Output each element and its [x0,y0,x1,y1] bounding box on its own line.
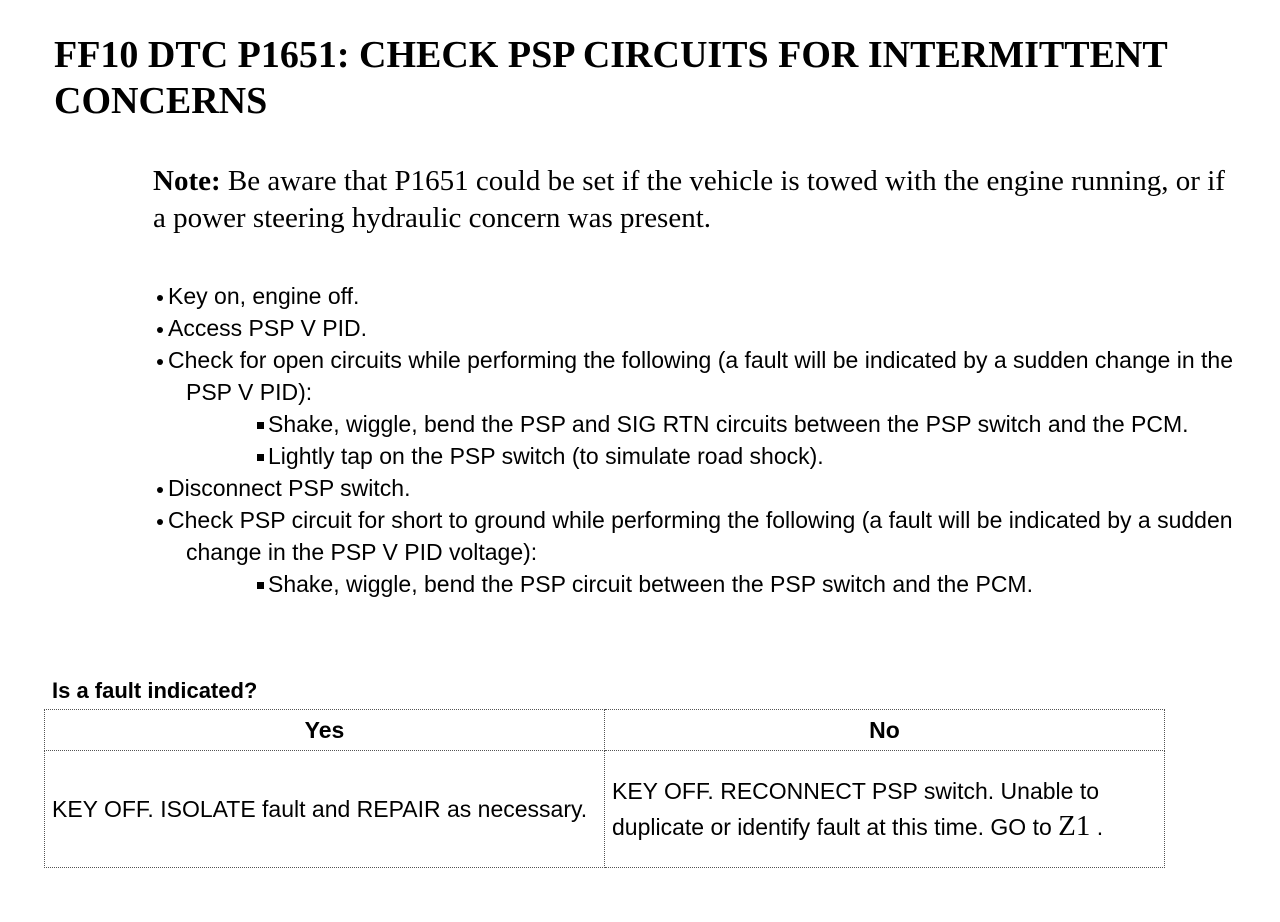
yes-cell: KEY OFF. ISOLATE fault and REPAIR as necessary. [45,751,605,868]
note [153,163,1233,237]
no-text: KEY OFF. RECONNECT PSP switch. Unable to duplicate or identify fault at this time. GO to [612,777,1099,840]
sub-list-item [0,568,1280,600]
bullet-icon [152,280,168,312]
sub-list-item [0,408,1280,440]
bullet-icon [152,504,168,536]
step-list [0,280,1280,600]
table-header-row [45,710,1165,751]
no-cell [605,751,1165,868]
header-no: No [605,710,1165,751]
goto-link[interactable]: Z1 [1058,809,1091,842]
bullet-icon [152,312,168,344]
bullet-icon [152,472,168,504]
header-yes: Yes [45,710,605,751]
page-title: FF10 DTC P1651: CHECK PSP CIRCUITS FOR INTERMITTENT CONCERNS [54,34,1168,122]
square-bullet-icon [252,568,268,600]
table-row [45,751,1165,868]
list-item [0,312,1280,344]
note-text: Be aware that P1651 could be set if the vehicle is towed with the engine running, or if a power steering hydraulic concern was present. [153,165,1225,234]
list-item [0,504,1280,568]
square-bullet-icon [252,440,268,472]
step-text: Access PSP V PID. [168,315,367,341]
step-text: Check for open circuits while performing the following (a fault will be indicated by a sudden change in the PSP V PID): [168,347,1233,405]
step-text: Disconnect PSP switch. [168,475,411,501]
step-text: Lightly tap on the PSP switch (to simulate road shock). [268,443,824,469]
bullet-icon [152,344,168,376]
list-item [0,344,1280,408]
list-item [0,472,1280,504]
square-bullet-icon [252,408,268,440]
no-suffix: . [1090,813,1104,840]
result-table [44,709,1165,868]
step-text: Key on, engine off. [168,283,360,309]
step-text: Shake, wiggle, bend the PSP and SIG RTN circuits between the PSP switch and the PCM. [268,411,1189,437]
step-text: Check PSP circuit for short to ground while performing the following (a fault will be indicated by a sudden change in the PSP V PID voltage): [168,507,1233,565]
sub-list-item [0,440,1280,472]
step-text: Shake, wiggle, bend the PSP circuit between the PSP switch and the PCM. [268,571,1033,597]
fault-question: Is a fault indicated? [52,678,258,703]
note-label: Note: [153,165,221,197]
list-item [0,280,1280,312]
